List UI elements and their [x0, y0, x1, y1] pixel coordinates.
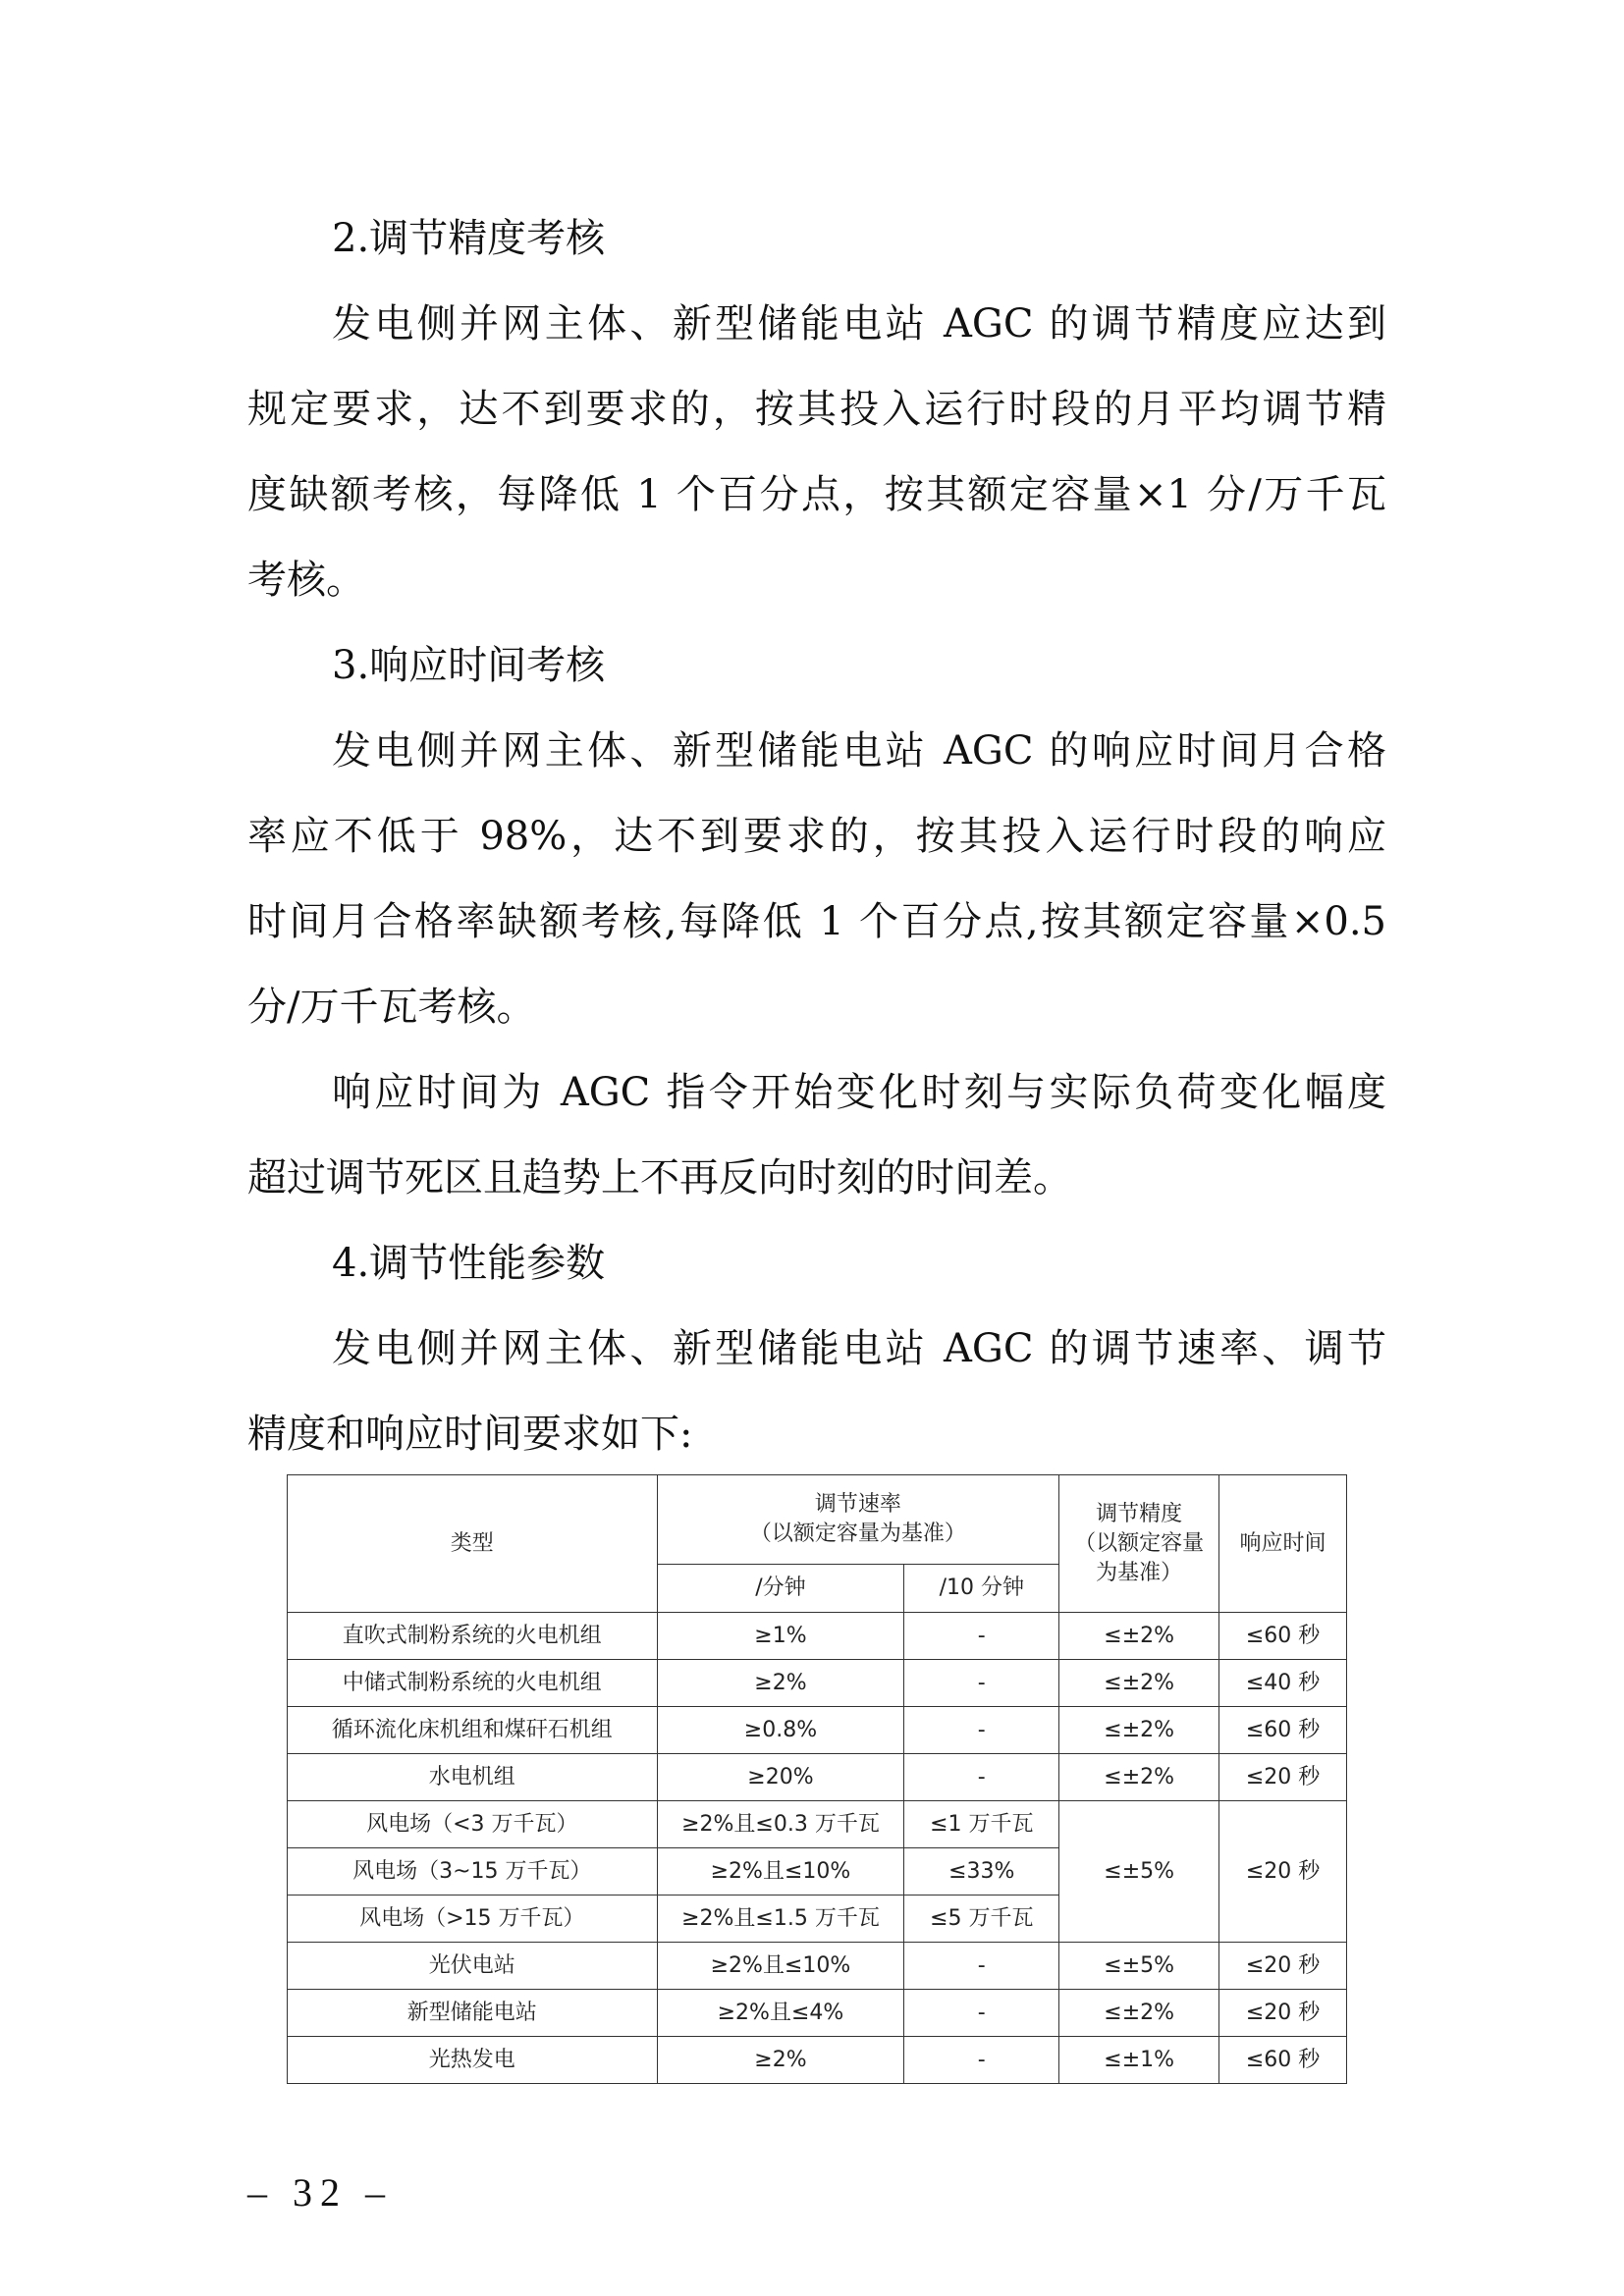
cell-precision: ≤±5%	[1059, 1943, 1219, 1990]
cell-type: 循环流化床机组和煤矸石机组	[288, 1707, 658, 1754]
cell-precision: ≤±2%	[1059, 1613, 1219, 1660]
paragraph-line: 超过调节死区且趋势上不再反向时刻的时间差。	[247, 1155, 1072, 1201]
agc-parameter-table	[287, 1474, 1347, 2084]
cell-per-10min: -	[904, 1660, 1059, 1707]
header-precision-basis: （以额定容量	[1074, 1530, 1205, 1556]
cell-per-10min: ≤1 万千瓦	[904, 1801, 1059, 1848]
cell-response: ≤60 秒	[1219, 1613, 1347, 1660]
header-rate-basis: （以额定容量为基准）	[749, 1522, 966, 1546]
paragraph-line: 时间月合格率缺额考核,每降低 1 个百分点,按其额定容量×0.5	[247, 899, 1386, 944]
cell-per-10min: -	[904, 1754, 1059, 1801]
paragraph-line: 发电侧并网主体、新型储能电站 AGC 的调节精度应达到	[332, 301, 1386, 347]
paragraph-line: 发电侧并网主体、新型储能电站 AGC 的调节速率、调节	[332, 1326, 1386, 1371]
cell-per-10min: -	[904, 1707, 1059, 1754]
header-precision	[1059, 1475, 1219, 1613]
cell-type: 风电场（<3 万千瓦）	[288, 1801, 658, 1848]
table-row	[288, 1990, 1347, 2037]
paragraph-line: 精度和响应时间要求如下:	[247, 1412, 693, 1457]
cell-precision-wind: ≤±5%	[1059, 1801, 1219, 1943]
header-rate	[657, 1475, 1059, 1565]
table-row	[288, 1943, 1347, 1990]
cell-type: 水电机组	[288, 1754, 658, 1801]
paragraph-line: 分/万千瓦考核。	[247, 985, 536, 1030]
cell-response: ≤20 秒	[1219, 1990, 1347, 2037]
header-precision-title: 调节精度	[1096, 1501, 1183, 1526]
cell-per-min: ≥2%且≤10%	[657, 1943, 904, 1990]
cell-precision: ≤±2%	[1059, 1707, 1219, 1754]
table-row	[288, 1660, 1347, 1707]
cell-response-wind: ≤20 秒	[1219, 1801, 1347, 1943]
body-text	[247, 196, 1386, 1477]
cell-per-min: ≥2%	[657, 2037, 904, 2084]
table-row	[288, 2037, 1347, 2084]
header-precision-basis-2: 为基准）	[1096, 1560, 1183, 1585]
section-heading-response-time: 3.响应时间考核	[332, 643, 606, 688]
header-per-10min: /10 分钟	[904, 1565, 1059, 1613]
paragraph-line: 发电侧并网主体、新型储能电站 AGC 的响应时间月合格	[332, 728, 1386, 774]
cell-precision: ≤±2%	[1059, 1660, 1219, 1707]
cell-response: ≤60 秒	[1219, 2037, 1347, 2084]
cell-precision: ≤±2%	[1059, 1990, 1219, 2037]
page-number: – 32 –	[247, 2170, 393, 2215]
cell-per-min: ≥2%	[657, 1660, 904, 1707]
paragraph-line: 规定要求，达不到要求的，按其投入运行时段的月平均调节精	[247, 387, 1386, 432]
table-row	[288, 1754, 1347, 1801]
paragraph-line: 度缺额考核，每降低 1 个百分点，按其额定容量×1 分/万千瓦	[247, 472, 1386, 517]
section-heading-performance-params: 4.调节性能参数	[332, 1241, 606, 1286]
paragraph-line: 响应时间为 AGC 指令开始变化时刻与实际负荷变化幅度	[332, 1070, 1386, 1115]
cell-per-min: ≥0.8%	[657, 1707, 904, 1754]
table-row	[288, 1801, 1347, 1848]
cell-type: 直吹式制粉系统的火电机组	[288, 1613, 658, 1660]
cell-per-10min: -	[904, 1990, 1059, 2037]
table-row	[288, 1613, 1347, 1660]
cell-per-10min: ≤33%	[904, 1848, 1059, 1896]
cell-type: 光热发电	[288, 2037, 658, 2084]
cell-response: ≤20 秒	[1219, 1943, 1347, 1990]
cell-per-min: ≥2%且≤4%	[657, 1990, 904, 2037]
cell-precision: ≤±2%	[1059, 1754, 1219, 1801]
cell-type: 光伏电站	[288, 1943, 658, 1990]
cell-per-min: ≥2%且≤0.3 万千瓦	[657, 1801, 904, 1848]
header-per-min: /分钟	[657, 1565, 904, 1613]
cell-per-min: ≥2%且≤10%	[657, 1848, 904, 1896]
cell-type: 新型储能电站	[288, 1990, 658, 2037]
cell-precision: ≤±1%	[1059, 2037, 1219, 2084]
section-heading-precision: 2.调节精度考核	[332, 216, 606, 261]
cell-type: 风电场（>15 万千瓦）	[288, 1896, 658, 1943]
cell-per-min: ≥20%	[657, 1754, 904, 1801]
cell-per-10min: ≤5 万千瓦	[904, 1896, 1059, 1943]
cell-per-min: ≥1%	[657, 1613, 904, 1660]
cell-per-10min: -	[904, 2037, 1059, 2084]
cell-response: ≤60 秒	[1219, 1707, 1347, 1754]
cell-per-10min: -	[904, 1943, 1059, 1990]
table-row	[288, 1707, 1347, 1754]
cell-per-10min: -	[904, 1613, 1059, 1660]
cell-type: 风电场（3~15 万千瓦）	[288, 1848, 658, 1896]
header-rate-title: 调节速率	[814, 1492, 901, 1517]
cell-type: 中储式制粉系统的火电机组	[288, 1660, 658, 1707]
cell-response: ≤20 秒	[1219, 1754, 1347, 1801]
cell-response: ≤40 秒	[1219, 1660, 1347, 1707]
paragraph-line: 考核。	[247, 558, 365, 603]
paragraph-line: 率应不低于 98%，达不到要求的，按其投入运行时段的响应	[247, 814, 1386, 859]
header-type: 类型	[288, 1475, 658, 1613]
cell-per-min: ≥2%且≤1.5 万千瓦	[657, 1896, 904, 1943]
header-response: 响应时间	[1219, 1475, 1347, 1613]
